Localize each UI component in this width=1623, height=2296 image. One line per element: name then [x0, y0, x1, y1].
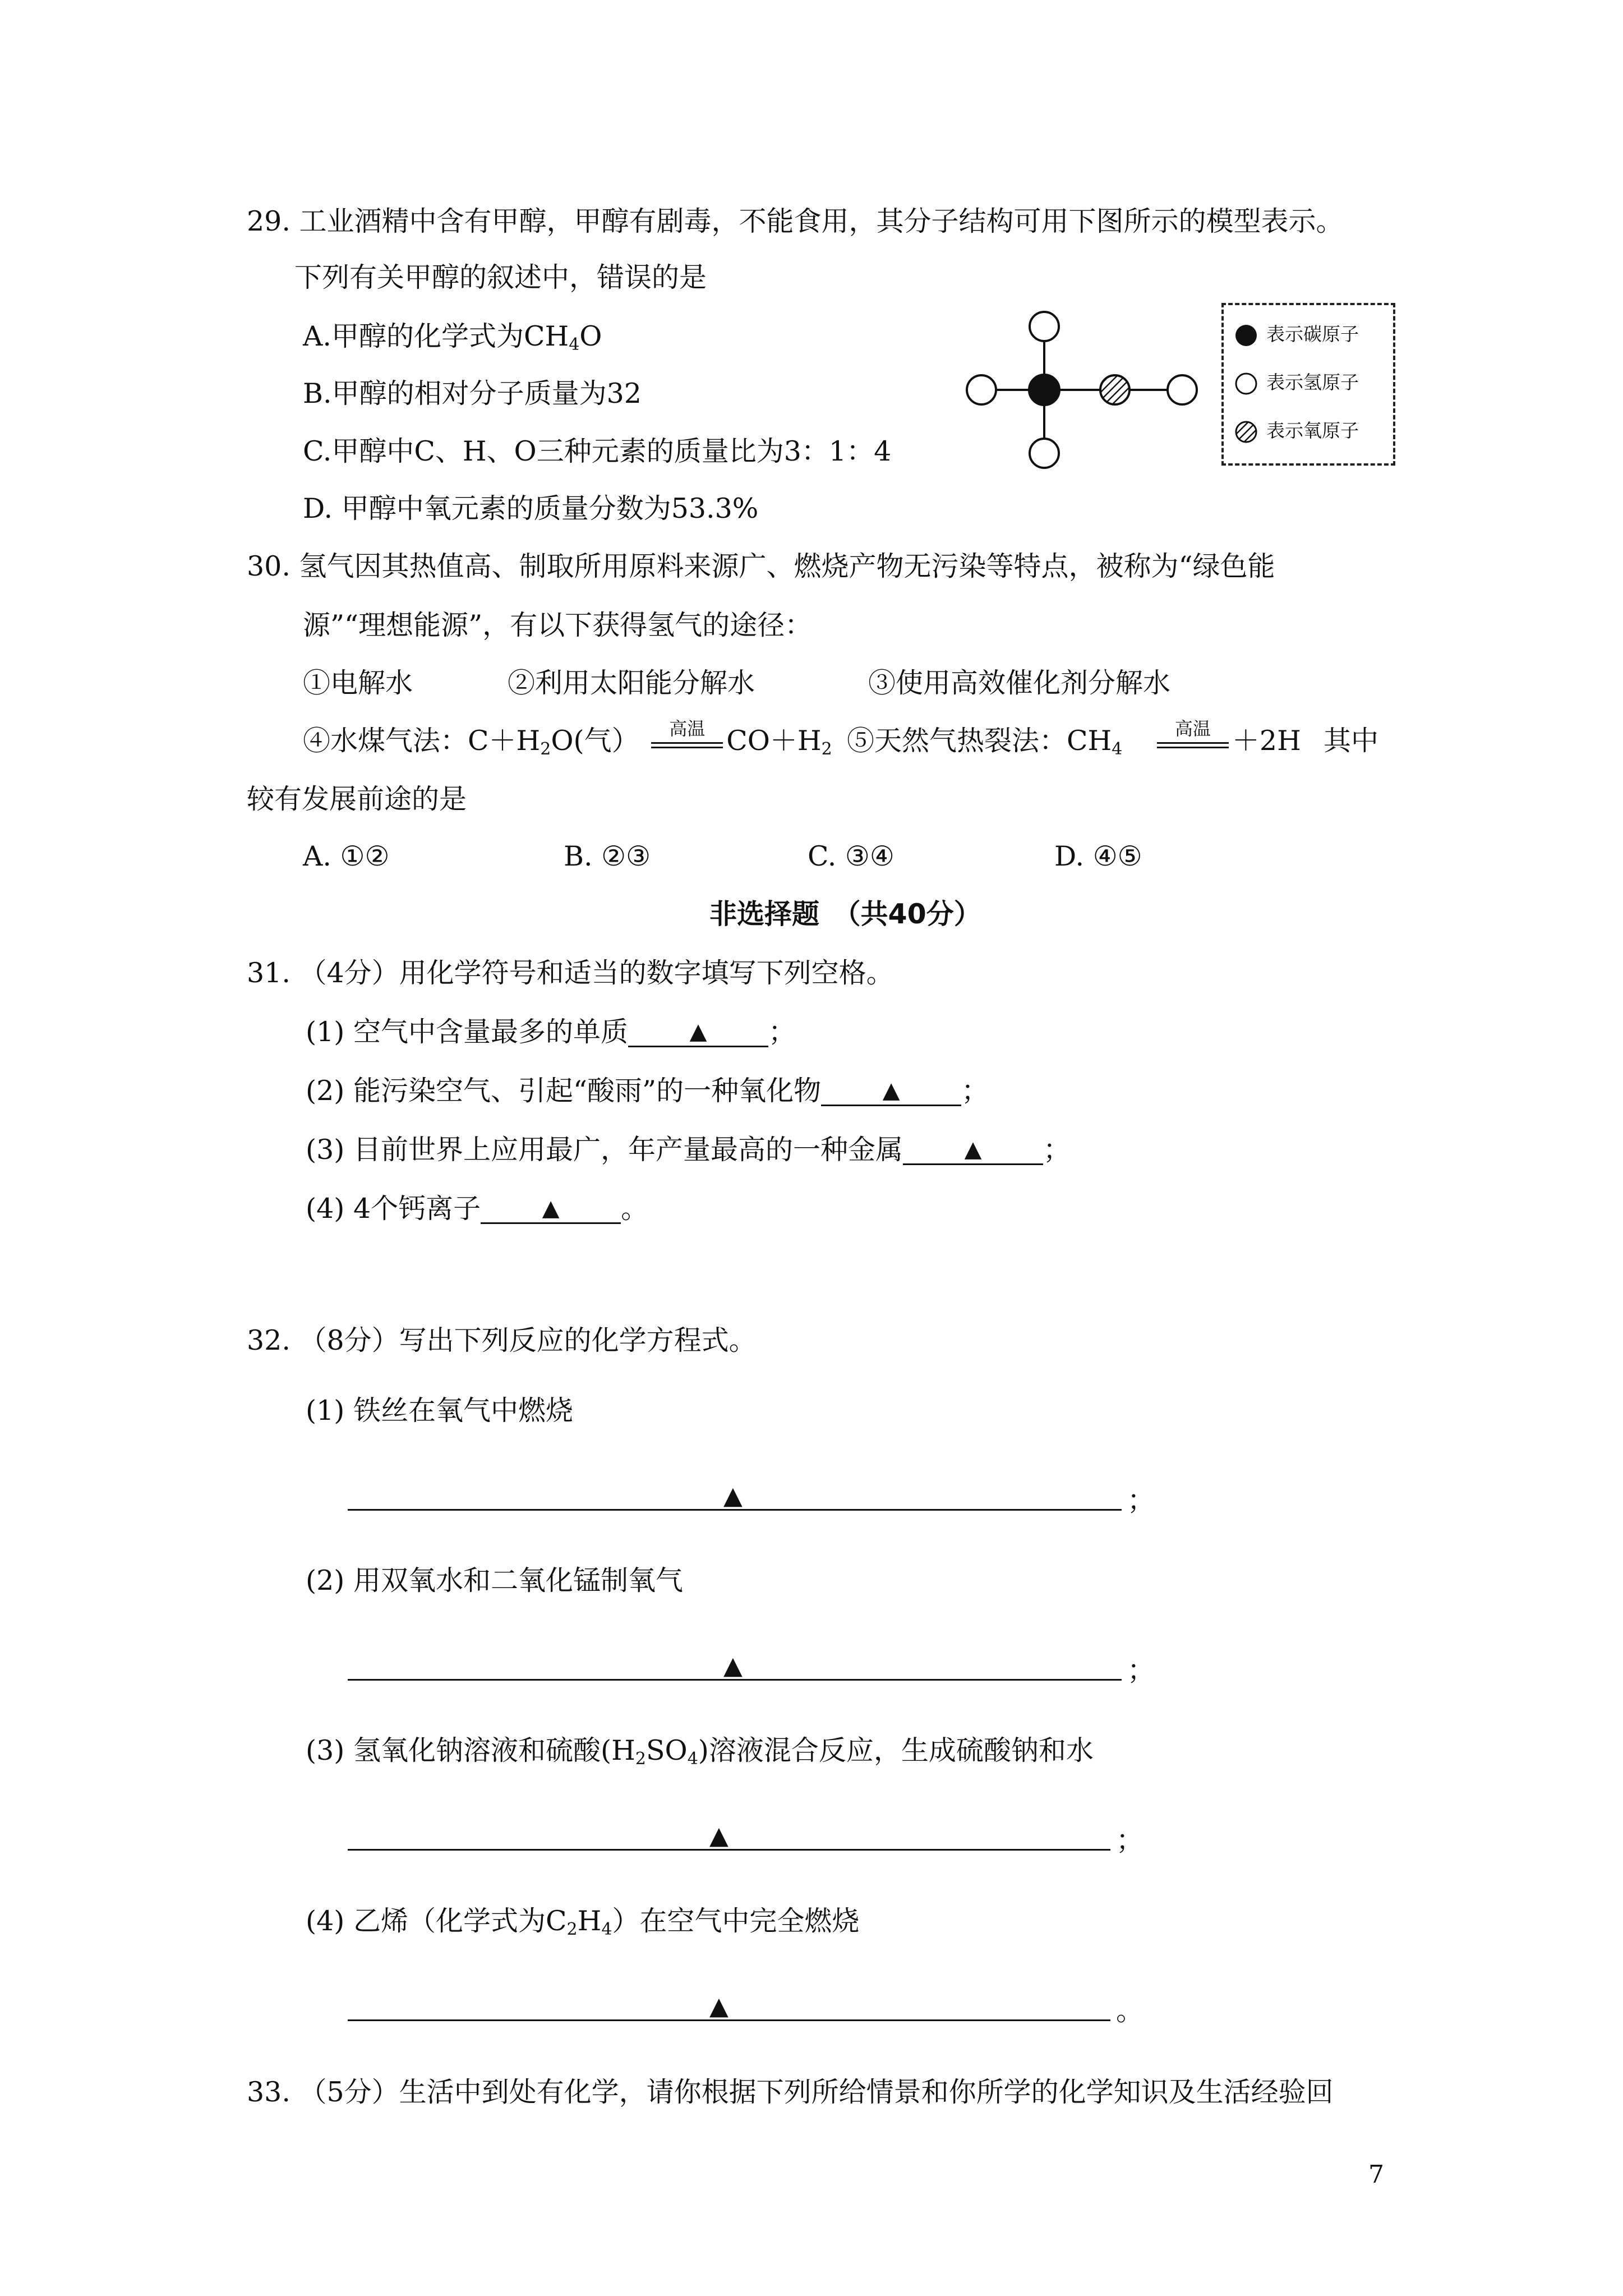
answer-end-3: ； — [1116, 1824, 1144, 1856]
q31-item-1: (1) 空气中含量最多的单质 ▲ ； — [306, 1016, 796, 1048]
q30-option-c: C. ③④ — [808, 840, 895, 872]
q30-option-d: D. ④⑤ — [1054, 840, 1142, 872]
legend-carbon: 表示碳原子 — [1234, 323, 1359, 348]
answer-line-4[interactable] — [348, 2019, 1110, 2021]
q29-option-b: B.甲醇的相对分子质量为32 — [303, 378, 642, 409]
q29-line2: 下列有关甲醇的叙述中，错误的是 — [294, 261, 707, 293]
q29-option-a: A.甲醇的化学式为$CH_4O$ — [303, 320, 602, 355]
oxygen-atom — [1100, 375, 1129, 404]
answer-end-1: ； — [1127, 1484, 1155, 1516]
atom-legend — [1221, 303, 1395, 466]
answer-marker-1: ▲ — [723, 1481, 743, 1510]
q30-way-4: ④水煤气法：$C+H_2O$(气） 高温 $CO+H_2$ — [303, 718, 832, 759]
reaction-condition-high-temp-2: 高温 — [1154, 728, 1232, 750]
q30-option-a: A. ①② — [303, 840, 390, 872]
answer-blank[interactable]: ▲ — [628, 1018, 768, 1047]
answer-marker-2: ▲ — [723, 1651, 743, 1680]
hydrogen-atom-top — [1030, 312, 1059, 341]
methanol-molecule-diagram — [959, 303, 1211, 477]
answer-line-3[interactable] — [348, 1849, 1110, 1851]
q30-line1: 30. 氢气因其热值高、制取所用原料来源广、燃烧产物无污染等特点，被称为“绿色能 — [247, 550, 1275, 582]
carbon-atom — [1029, 375, 1059, 405]
q30-way-1: ①电解水 — [303, 667, 413, 699]
carbon-atom-icon — [1234, 323, 1258, 348]
q30-line4: 较有发展前途的是 — [247, 783, 467, 815]
answer-end-2: ； — [1127, 1654, 1155, 1686]
q30-way-3: ③使用高效催化剂分解水 — [868, 667, 1171, 699]
q33-stem: 33. （5分）生活中到处有化学，请你根据下列所给情景和你所学的化学知识及生活经验回 — [247, 2076, 1334, 2108]
answer-blank[interactable]: ▲ — [821, 1077, 961, 1106]
q32-item-3: (3) 氢氧化钠溶液和硫酸$(H_2SO_4)$溶液混合反应，生成硫酸钠和水 — [306, 1734, 1094, 1769]
q32-item-4: (4) 乙烯（化学式为$C_2H_4$）在空气中完全燃烧 — [306, 1905, 860, 1939]
hydrogen-atom-icon — [1234, 371, 1258, 396]
section-title: 非选择题 （共40分） — [709, 898, 981, 930]
hydrogen-atom-left — [967, 375, 996, 404]
answer-blank[interactable]: ▲ — [481, 1195, 621, 1224]
legend-oxygen: 表示氧原子 — [1234, 420, 1359, 444]
answer-marker-4: ▲ — [709, 1992, 728, 2021]
q29-option-c: C.甲醇中C、H、O三种元素的质量比为3：1：4 — [303, 435, 892, 467]
page-number: 7 — [1368, 2160, 1384, 2189]
q31-item-2: (2) 能污染空气、引起“酸雨”的一种氧化物 ▲ ； — [306, 1075, 989, 1107]
q30-option-b: B. ②③ — [564, 840, 651, 872]
oxygen-atom-icon — [1234, 420, 1258, 444]
q29-option-d: D. 甲醇中氧元素的质量分数为53.3% — [303, 493, 759, 524]
q32-item-2: (2) 用双氧水和二氧化锰制氧气 — [306, 1565, 683, 1596]
answer-blank[interactable]: ▲ — [903, 1136, 1043, 1165]
reaction-condition-high-temp: 高温 — [648, 728, 726, 750]
answer-end-4: 。 — [1116, 1995, 1144, 2027]
q30-tail: 其中 — [1324, 725, 1379, 757]
q32-stem: 32. （8分）写出下列反应的化学方程式。 — [247, 1324, 757, 1356]
q31-stem: 31. （4分）用化学符号和适当的数字填写下列空格。 — [247, 957, 894, 989]
hydrogen-atom-bottom — [1030, 439, 1059, 468]
q32-item-1: (1) 铁丝在氧气中燃烧 — [306, 1395, 573, 1427]
q31-item-4: (4) 4个钙离子 ▲ 。 — [306, 1193, 649, 1225]
q31-item-3: (3) 目前世界上应用最广，年产量最高的一种金属 ▲ ； — [306, 1134, 1071, 1166]
answer-marker-3: ▲ — [709, 1821, 728, 1850]
q30-line2: 源”“理想能源”，有以下获得氢气的途径： — [303, 609, 813, 641]
hydrogen-atom-right — [1168, 375, 1197, 404]
q30-way-5: ⑤天然气热裂法：$CH_4$ 高温 ＋2H — [847, 718, 1301, 759]
q29-line1: 29. 工业酒精中含有甲醇，甲醇有剧毒，不能食用，其分子结构可用下图所示的模型表示。 — [247, 205, 1344, 237]
legend-hydrogen: 表示氢原子 — [1234, 371, 1359, 396]
q30-way-2: ②利用太阳能分解水 — [508, 667, 755, 699]
